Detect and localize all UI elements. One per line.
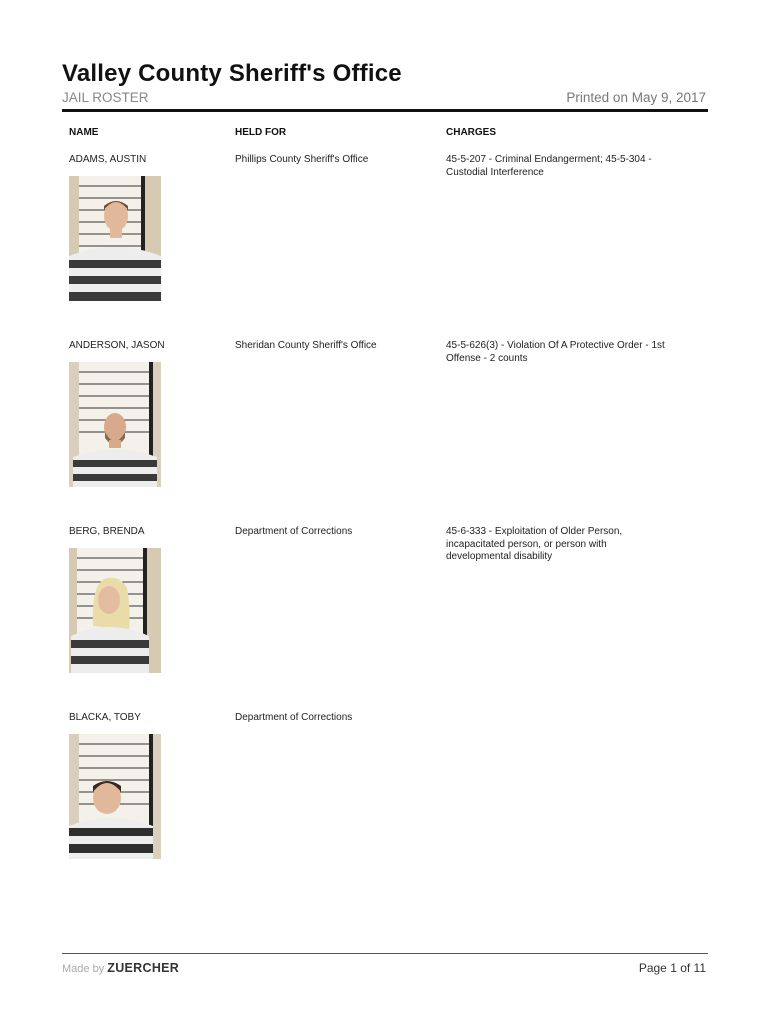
mugshot-photo <box>69 362 161 487</box>
inmate-name: ADAMS, AUSTIN <box>69 154 147 165</box>
inmate-held-for: Phillips County Sheriff's Office <box>235 154 369 165</box>
mugshot-photo <box>69 176 161 301</box>
inmate-charges: 45-5-626(3) - Violation Of A Protective Order - 1st Offense - 2 counts <box>446 340 665 364</box>
inmate-held-for: Department of Corrections <box>235 526 353 537</box>
made-by-label: Made by <box>62 963 105 975</box>
inmate-held-for: Sheridan County Sheriff's Office <box>235 340 377 351</box>
printed-date: Printed on May 9, 2017 <box>566 90 706 105</box>
inmate-charges: 45-5-207 - Criminal Endangerment; 45-5-304 - Custodial Interference <box>446 154 652 178</box>
mugshot-photo <box>69 734 161 859</box>
page-number: Page 1 of 11 <box>638 961 706 975</box>
brand-logo: ZUERCHER <box>107 961 180 975</box>
inmate-held-for: Department of Corrections <box>235 712 353 723</box>
mugshot-photo <box>69 548 161 673</box>
header-divider <box>62 109 708 112</box>
column-header-charges: CHARGES <box>446 127 497 138</box>
inmate-name: BERG, BRENDA <box>69 526 145 537</box>
column-header-held-for: HELD FOR <box>235 127 287 138</box>
page-title: Valley County Sheriff's Office <box>62 60 402 87</box>
inmate-name: BLACKA, TOBY <box>69 712 141 723</box>
footer-divider <box>62 953 708 954</box>
page-subtitle: JAIL ROSTER <box>62 90 149 105</box>
column-header-name: NAME <box>69 127 99 138</box>
inmate-name: ANDERSON, JASON <box>69 340 165 351</box>
inmate-charges: 45-6-333 - Exploitation of Older Person, incapacitated person, or person with developmental disability <box>446 526 623 562</box>
made-by-credit <box>62 961 179 975</box>
